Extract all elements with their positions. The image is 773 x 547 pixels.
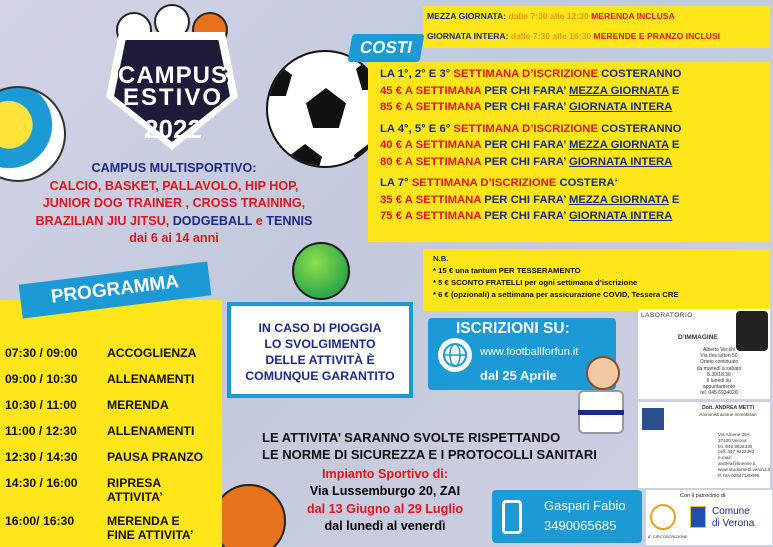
full-day-extra: MERENDE E PRANZO INCLUSI xyxy=(593,31,721,41)
sports-line-2: JUNIOR DOG TRAINER , CROSS TRAINING, xyxy=(42,196,306,210)
half-day-label: MEZZA GIORNATA: xyxy=(427,11,507,21)
rain-line: COMUNQUE GARANTITO xyxy=(245,369,395,383)
sports-list xyxy=(0,160,348,248)
phone-icon xyxy=(502,500,522,534)
half-day-row xyxy=(427,11,675,21)
registration-date: dal 25 Aprile xyxy=(480,368,557,383)
comune-line2: di Verona xyxy=(712,518,755,529)
schedule-row: 16:00/ 16:30 MERENDA E FINE ATTIVITA’ xyxy=(5,514,194,542)
cost-week-4-6: LA 4°, 5° E 6° SETTIMANA D’ISCRIZIONE COSTERANNO xyxy=(380,122,682,135)
half-day-time: dalle 7:30 alle 12:30 xyxy=(508,11,589,21)
rain-notice xyxy=(227,302,413,398)
circoscrizione-label: 8° CIRCOSCRIZIONE xyxy=(648,534,688,539)
costs-box: LA 1°, 2° E 3° SETTIMANA D’ISCRIZIONE COSTERANNO 45 € A SETTIMANA PER CHI FARA’ MEZZA GIORNATA E 85 € A SETTIMANA PER CHI FARA’ GIORNATA INTERA LA 4°, 5° E 6° SETTIMANA D’ISCRIZIONE COSTERANNO 40 € A SETTIMANA PER CHI FARA’ MEZZA GIORNATA E 80 € A SETTIMANA PER CHI FARA’ GIORNATA INTERA LA 7° SETTIMANA D’ISCRIZIONE COSTERA‘ 35 € A SETTIMANA PER CHI FARA’ MEZZA GIORNATA E 75 € A SETTIMANA PER CHI FARA’ GIORNATA INTERA xyxy=(368,62,770,242)
patronage-title: Con il patrocinio di xyxy=(680,493,726,499)
rain-line: LO SVOLGIMENTO xyxy=(264,337,376,351)
schedule-row: 09:00 / 10:30 ALLENAMENTI xyxy=(5,372,195,386)
schedule-tag: PROGRAMMA xyxy=(19,262,212,319)
note-item: * 5 € SCONTO FRATELLI per ogni settimana d’iscrizione xyxy=(433,278,638,287)
circoscrizione-logo xyxy=(650,504,676,530)
rain-line: IN CASO DI PIOGGIA xyxy=(258,321,382,335)
contact-name: Gaspari Fabio xyxy=(544,498,626,513)
schedule-row: 10:30 / 11:00 MERENDA xyxy=(5,398,169,412)
schedule-row: 14:30 / 16:00 RIPRESA ATTIVITA’ xyxy=(5,476,163,504)
sports-ages: dai 6 ai 14 anni xyxy=(129,231,219,245)
verona-crest-icon xyxy=(690,506,706,528)
full-day-time: dalle 7:30 alle 16:30 xyxy=(510,31,592,41)
rules-line: LE NORME DI SICUREZZA E I PROTOCOLLI SANITARI xyxy=(262,446,597,462)
schedule-box xyxy=(0,300,222,547)
hours-box xyxy=(423,6,770,48)
registration-url[interactable]: www.footballforfun.it xyxy=(480,346,579,358)
note-item: * 6 € (opzionali) a settimana per assicurazione COVID, Tessera CRE xyxy=(433,290,679,299)
rules-line: LE ATTIVITA’ SARANNO SVOLTE RISPETTANDO xyxy=(262,430,561,445)
logo-title-line1: CAMPUS xyxy=(117,62,228,89)
cost-week-7: LA 7° SETTIMANA D’ISCRIZIONE COSTERA‘ xyxy=(380,177,618,189)
half-day-extra: MERENDA INCLUSA xyxy=(591,11,675,21)
safety-rules xyxy=(262,430,632,463)
campus-logo xyxy=(88,4,258,154)
full-day-row xyxy=(427,31,720,41)
note-item: * 15 € una tantum PER TESSERAMENTO xyxy=(433,266,581,275)
sponsor-metti: Dott. ANDREA METTI Amministrazione immobiliari Via Amene 30A 37100 Verona tel. 045 8622330 cell. 347 9222383 e-mail: andrea@lineone.it www.studiometti.verona.it P. IVA 02847140095 xyxy=(638,402,770,488)
registration-title: ISCRIZIONI SU: xyxy=(456,320,570,337)
building-icon xyxy=(642,408,664,430)
tennis-ball-icon xyxy=(292,242,350,300)
sports-line-1: CALCIO, BASKET, PALLAVOLO, HIP HOP, xyxy=(49,178,299,193)
venue-dates: dal 13 Giugno al 29 Luglio xyxy=(306,501,464,516)
phone-contact[interactable] xyxy=(492,490,642,543)
venue-days: dal lunedì al venerdì xyxy=(324,519,446,534)
globe-icon xyxy=(438,338,472,372)
venue-title: Impianto Sportivo di: xyxy=(322,467,448,481)
sponsor-laboratorio: LABORATORIO D’IMMAGINE Alberto Vecchi Via dos lutton 50 Orario continuato da martedì a sabato 8.30/18.30 Il lunedì su appuntamento tel. 045.6934020 xyxy=(638,309,770,399)
rain-line: DELLE ATTIVITÀ È xyxy=(265,353,375,367)
camera-icon xyxy=(736,311,768,351)
notes-box xyxy=(423,249,770,311)
sports-line-3: BRAZILIAN JIU JITSU, DODGEBALL e TENNIS xyxy=(35,213,313,228)
logo-year: 2022 xyxy=(144,114,202,144)
contact-number[interactable]: 3490065685 xyxy=(544,518,617,533)
soccer-ball-icon xyxy=(266,50,384,168)
comune-line1: Comune xyxy=(712,506,750,517)
logo-title-line2: ESTIVO xyxy=(122,84,224,111)
sports-title: CAMPUS MULTISPORTIVO: xyxy=(91,161,257,175)
notes-title: N.B. xyxy=(433,254,449,263)
schedule-row: 12:30 / 14:30 PAUSA PRANZO xyxy=(5,450,204,464)
venue-info xyxy=(250,466,520,536)
schedule-row: 07:30 / 09:00 ACCOGLIENZA xyxy=(5,346,197,360)
schedule-row: 11:00 / 12:30 ALLENAMENTI xyxy=(5,424,195,438)
patronage-box xyxy=(646,490,772,545)
venue-address: Via Lussemburgo 20, ZAI xyxy=(309,484,461,499)
full-day-label: GIORNATA INTERA: xyxy=(427,31,509,41)
cost-week-1-3: LA 1°, 2° E 3° SETTIMANA D’ISCRIZIONE COSTERANNO xyxy=(380,68,682,80)
costs-tag: COSTI xyxy=(348,34,425,62)
